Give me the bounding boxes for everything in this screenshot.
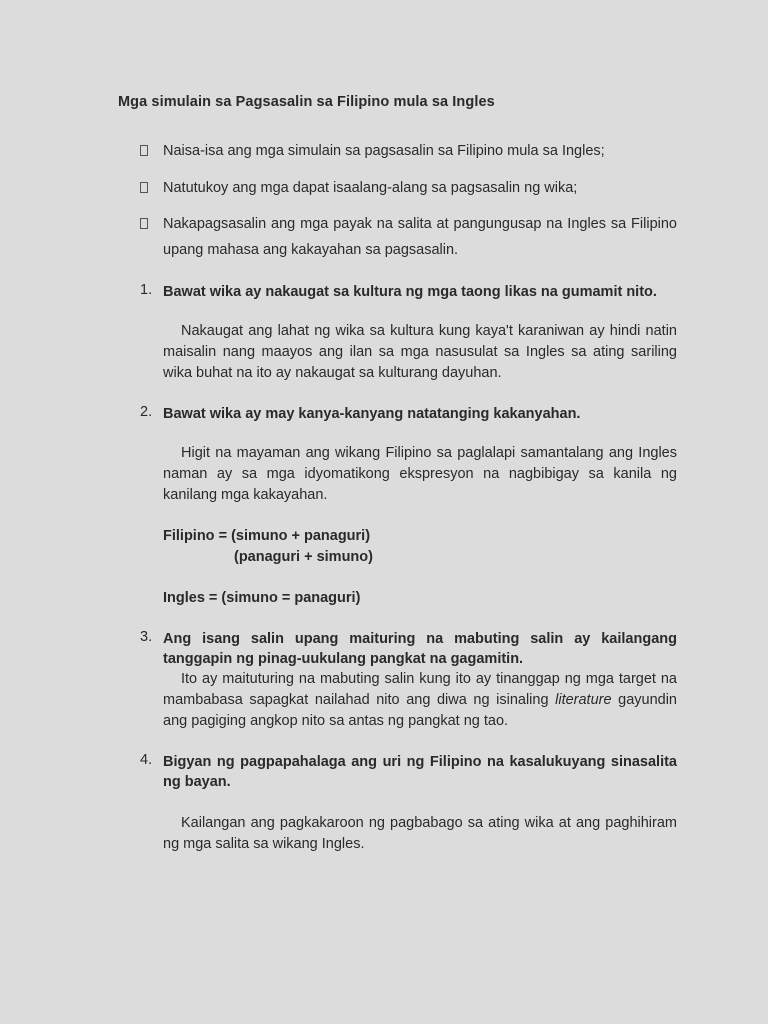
principle-item-3 bbox=[140, 629, 677, 669]
objective-item bbox=[140, 211, 677, 263]
principle-item-2 bbox=[140, 404, 677, 424]
item-number: 1. bbox=[140, 282, 153, 298]
principle-item-4 bbox=[140, 752, 677, 792]
item-body bbox=[163, 321, 677, 384]
objective-text: Naisa-isa ang mga simulain sa pagsasalin sa Filipino mula sa Ingles; bbox=[163, 143, 605, 159]
bullet-box-icon bbox=[140, 145, 148, 156]
item-number: 4. bbox=[140, 752, 153, 768]
item-body-text-cont: gayundin ang pagiging angkop nito sa antas ng pangkat ng tao. bbox=[163, 692, 677, 729]
item-body bbox=[163, 669, 677, 732]
item-body-text: Kailangan ang pagkakaroon ng pagbabago sa ating wika at ang paghihiram ng mga salita sa wikang Ingles. bbox=[163, 815, 677, 852]
item-heading: Bawat wika ay may kanya-kanyang natatanging kakanyahan. bbox=[163, 406, 581, 422]
document-title: Mga simulain sa Pagsasalin sa Filipino mula sa Ingles bbox=[118, 94, 495, 110]
objective-item bbox=[140, 175, 677, 201]
objective-text: Nakapagsasalin ang mga payak na salita at pangungusap na Ingles sa Filipino upang mahasa ang kakayahan sa pagsasalin. bbox=[163, 216, 677, 258]
item-number: 2. bbox=[140, 404, 153, 420]
principle-item-1 bbox=[140, 282, 677, 302]
item-body bbox=[163, 813, 677, 855]
item-body-text: Nakaugat ang lahat ng wika sa kultura kung kaya't karaniwan ay hindi natin maisalin nang maayos ang ilan sa mga nasusulat sa Ingles sa ating sariling wika buhat na ito ay nakaugat sa kulturang dayuhan. bbox=[163, 323, 677, 381]
item-body-text: Ito ay maituturing na mabuting salin kung ito ay tinanggap ng mga target na mambabasa sapagkat nailahad nito ang diwa ng isinaling bbox=[163, 671, 677, 708]
item-body-text: Higit na mayaman ang wikang Filipino sa paglalapi samantalang ang Ingles naman ay sa mga idyomatikong ekspresyon na nagbibigay sa kanila ng kanilang mga kakayahan. bbox=[163, 445, 677, 503]
formula-filipino-alt: (panaguri + simuno) bbox=[234, 549, 373, 565]
formula-filipino: Filipino = (simuno + panaguri) bbox=[163, 528, 371, 544]
bullet-box-icon bbox=[140, 182, 148, 193]
formula-ingles: Ingles = (simuno = panaguri) bbox=[163, 590, 361, 606]
item-heading: Bawat wika ay nakaugat sa kultura ng mga taong likas na gumamit nito. bbox=[163, 284, 657, 300]
objective-item bbox=[140, 138, 677, 164]
bullet-box-icon bbox=[140, 218, 148, 229]
item-body bbox=[163, 443, 677, 506]
objective-text: Natutukoy ang mga dapat isaalang-alang sa pagsasalin ng wika; bbox=[163, 180, 578, 196]
item-heading: Ang isang salin upang maituring na mabuting salin ay kailangang tanggapin ng pinag-uukulang pangkat na gagamitin. bbox=[163, 631, 677, 667]
item-heading: Bigyan ng pagpapahalaga ang uri ng Filipino na kasalukuyang sinasalita ng bayan. bbox=[163, 754, 677, 790]
item-body-italic: literature bbox=[555, 692, 612, 708]
item-number: 3. bbox=[140, 629, 153, 645]
